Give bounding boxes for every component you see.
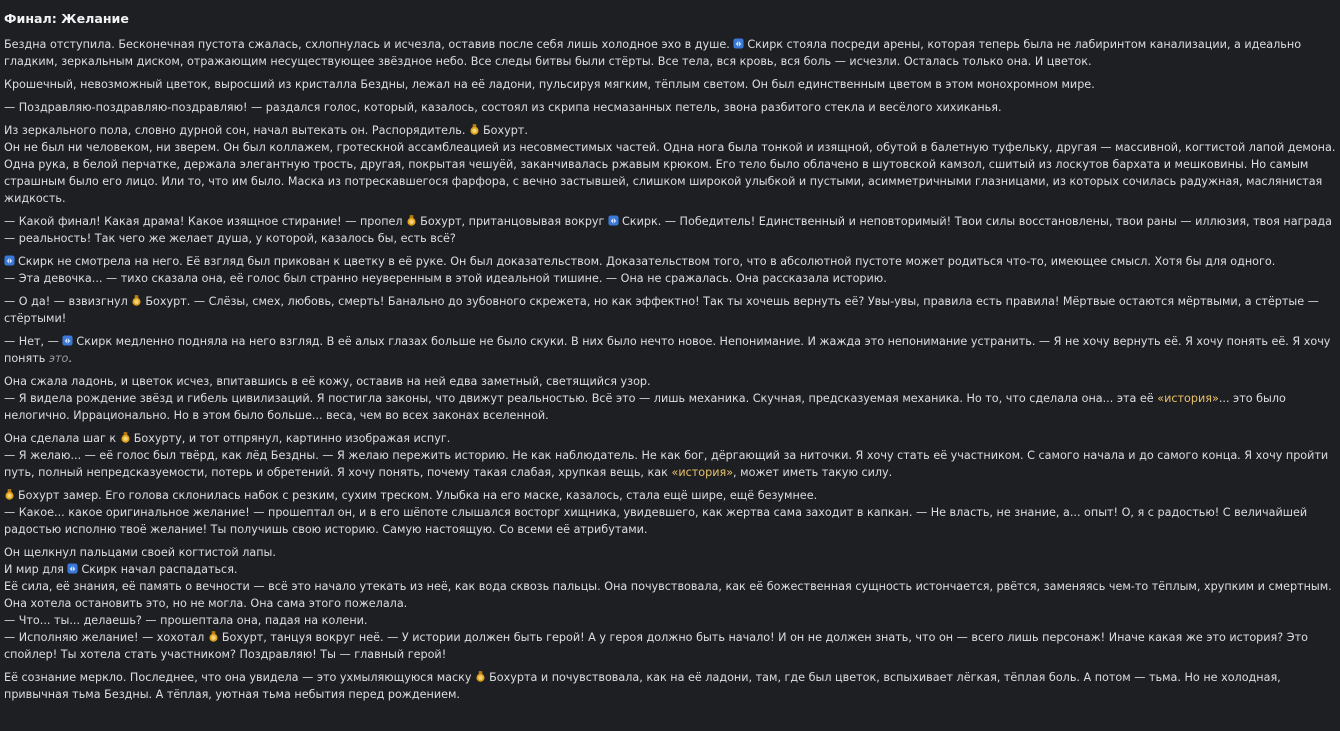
paragraph-9 xyxy=(4,373,1336,424)
name-skirk: Скирк xyxy=(622,215,658,228)
name-skirk: Скирк xyxy=(18,255,54,268)
text: Из зеркального пола, словно дурной сон, начал вытекать он. Распорядитель. xyxy=(4,124,469,137)
text: — Какой финал! Какая драма! Какое изящное стирание! — пропел xyxy=(4,215,407,228)
text: И мир для xyxy=(4,563,68,576)
text: — Я видела рождение звёзд и гибель цивилизаций. Я постигла законы, что движут реальностью. Всё это — лишь механика. Скучная, предсказуемая механика. Но то, что сделала она... эта её xyxy=(4,392,1158,405)
text: Она сделала шаг к xyxy=(4,432,120,445)
text: . xyxy=(68,352,72,365)
blue-gem-icon xyxy=(67,563,78,574)
text: . — Слёзы, смех, любовь, смерть! Банально до зубовного скрежета, но как эффектно! Так ты хочешь вернуть её? Увы-увы, правила есть правила! Мёртвые остаются мёртвыми, а стёртые — стёртыми! xyxy=(4,295,1319,325)
paragraph-7 xyxy=(4,293,1336,327)
name-bokhurt: Бохурт xyxy=(221,631,264,644)
text: — Я желаю... — её голос был твёрд, как лёд Бездны. — Я желаю пережить историю. Не как наблюдатель. Не как бог, дёргающий за ниточки. Я хочу стать её участником. С самого начала и до самого конца. Я хочу пройти путь, полный непредсказуемости, потерь и обретений. Я хочу понять, почему такая слабая, хрупкая вещь, как xyxy=(4,449,1329,479)
name-bokhurt: Бохурта xyxy=(489,671,538,684)
gold-medallion-icon xyxy=(208,631,219,642)
emphasis-text: это xyxy=(48,352,69,365)
gold-medallion-icon xyxy=(131,295,142,306)
name-bokhurt: Бохурт xyxy=(420,215,462,228)
gold-medallion-icon xyxy=(4,489,15,500)
text: , может иметь такую силу. xyxy=(733,466,893,479)
paragraph-6 xyxy=(4,253,1336,287)
name-skirk: Скирк xyxy=(747,38,784,51)
text: ... это было нелогично. Иррационально. Но в этом было больше... веса, чем во всех законах вселенной. xyxy=(4,392,1286,422)
text: — Нет, — xyxy=(4,335,63,348)
name-bokhurt: Бохурт xyxy=(482,124,525,137)
text: , пританцовывая вокруг xyxy=(461,215,608,228)
text: — Поздравляю-поздравляю-поздравляю! — раздался голос, который, казалось, состоял из скрипа несмазанных петель, звона разбитого стекла и весёлого хихиканья. xyxy=(4,101,1002,114)
text: начал распадаться. xyxy=(117,563,238,576)
text: — Какое... какое оригинальное желание! — прошептал он, и в его шёпоте слышался восторг хищника, увидевшего, как жертва сама заходит в капкан. — Не власть, не знание, а... опыт! О, я с радостью! С величайшей радостью исполню твоё желание! Ты получишь свою историю. Самую настоящую. Со всеми её атрибутами. xyxy=(4,506,1308,536)
text: медленно подняла на него взгляд. В её алых глазах больше не было скуки. В них было нечто новое. Непонимание. И жажда это непонимание устранить. — Я не хочу вернуть её. Я хочу понять её. Я хочу понять xyxy=(4,335,1331,365)
paragraph-3 xyxy=(4,99,1336,116)
text: , танцуя вокруг неё. — У истории должен быть герой! А у героя должно быть начало! И он не должен знать, что он — всего лишь персонаж! Иначе какая же это история? Это спойлер! Ты хотела стать участником? Поздравляю! Ты — главный герой! xyxy=(4,631,1308,661)
name-bokhurt: Бохурту xyxy=(133,432,182,445)
text: Её сознание меркло. Последнее, что она увидела — это ухмыляющуюся маску xyxy=(4,671,476,684)
text: не смотрела на него. Её взгляд был прикован к цветку в её руке. Он был доказательством. Доказательством того, что в абсолютной пустоте может родиться что-то, имеющее смысл. Хотя бы для одного. xyxy=(53,255,1276,268)
text: и почувствовала, как на её ладони, там, где был цветок, вспыхивает лёгкая, тёплая боль. А потом — тьма. Но не холодная, привычная тьма Бездны. А тёплая, уютная тьма небытия перед рождением. xyxy=(4,671,1281,701)
page-title: Финал: Желание xyxy=(4,11,129,26)
text: Он щелкнул пальцами своей когтистой лапы. xyxy=(4,546,276,559)
paragraph-8 xyxy=(4,333,1336,367)
name-bokhurt: Бохурт xyxy=(145,295,187,308)
text: Он не был ни человеком, ни зверем. Он был коллажем, гротескной ассамблеацией из несовместимых частей. Одна нога была тонкой и изящной, обутой в балетную туфельку, другая — массивной, когтистой лапой демона. Одна рука, в белой перчатке, держала элегантную трость, другая, покрытая чешуёй, заканчивалась ржавым крюком. Его тело было облачено в шутовской камзол, сшитый из лоскутов бархата и мешковины. Но самым страшным было его лицо. Или то, что им было. Маска из потрескавшегося фарфора, с вечно застывшей, слишком широкой улыбкой и пустыми, асимметричными глазницами, из которых сочилась радужная, маслянистая жидкость. xyxy=(4,141,1336,205)
text: замер. Его голова склонилась набок с резким, сухим треском. Улыбка на его маске, казалось, стала ещё шире, ещё безумнее. xyxy=(59,489,818,502)
gold-medallion-icon xyxy=(406,215,417,226)
text: стояла посреди арены, которая теперь была не лабиринтом канализации, а идеально гладким, зеркальным диском, отражающим несуществующее звёздное небо. Все следы битвы были стёрты. Все тела, вся кровь, вся боль — исчезли. Осталась только она. И цветок. xyxy=(4,38,1302,68)
paragraph-4: Из зеркального пола, словно дурной сон, начал вытекать он. Распорядитель. Бохурт. Он не был ни человеком, ни зверем. Он был коллажем, гротескной ассамблеацией из несовместимых частей. Одна нога была тонкой и изящной, обутой в балетную туфельку, другая — массивной, когтистой лапой демона. Одна рука, в белой перчатке, держала элегантную трость, другая, покрытая чешуёй, заканчивалась ржавым крюком. Его тело было облачено в шутовской камзол, сшитый из лоскутов бархата и мешковины. Но самым страшным было его лицо. Или то, что им было. Маска из потрескавшегося фарфора, с вечно застывшей, слишком широкой улыбкой и пустыми, асимметричными глазницами, из которых сочилась радужная, маслянистая жидкость. xyxy=(4,124,1336,205)
paragraph-5 xyxy=(4,213,1336,247)
paragraph-12 xyxy=(4,544,1336,663)
paragraph-10 xyxy=(4,430,1336,481)
gold-medallion-icon xyxy=(469,124,480,135)
name-bokhurt: Бохурт xyxy=(18,489,60,502)
paragraph-13 xyxy=(4,669,1336,703)
text: Крошечный, невозможный цветок, выросший из кристалла Бездны, лежал на её ладони, пульсируя мягким, тёплым светом. Он был единственным цветом в этом монохромном мире. xyxy=(4,78,1095,91)
blue-gem-icon xyxy=(4,255,15,266)
text: — О да! — взвизгнул xyxy=(4,295,132,308)
paragraph-1 xyxy=(4,36,1336,70)
blue-gem-icon xyxy=(62,335,73,346)
text: , и тот отпрянул, картинно изображая испуг. xyxy=(181,432,451,445)
highlight-text: «история» xyxy=(671,466,734,479)
highlight-text: «история» xyxy=(1157,392,1219,405)
text: Бездна отступила. Бесконечная пустота сжалась, схлопнулась и исчезла, оставив после себя лишь холодное эхо в душе. xyxy=(4,38,734,51)
paragraph-2 xyxy=(4,76,1336,93)
text: Её сила, её знания, её память о вечности — всё это начало утекать из неё, как вода сквозь пальцы. Она почувствовала, как её божественная сущность истончается, рвётся, заменяясь чем-то тёплым, хрупким и смертным. Она хотела остановить это, но не могла. Она сама этого пожелала. xyxy=(4,580,1332,610)
blue-gem-icon xyxy=(608,215,619,226)
text: — Что... ты... делаешь? — прошептала она, падая на колени. xyxy=(4,614,368,627)
text: Она сжала ладонь, и цветок исчез, впитавшись в её кожу, оставив на ней едва заметный, светящийся узор. xyxy=(4,375,651,388)
name-skirk: Скирк xyxy=(81,563,118,576)
gold-medallion-icon xyxy=(475,671,486,682)
name-skirk: Скирк xyxy=(76,335,113,348)
blue-gem-icon xyxy=(733,38,744,49)
gold-medallion-icon xyxy=(120,432,131,443)
text: — Исполняю желание! — хохотал xyxy=(4,631,208,644)
text: . — Победитель! Единственный и неповторимый! Твои силы восстановлены, твои раны — иллюзия, твоя награда — реальность! Так чего же желает душа, у которой, казалось бы, есть всё? xyxy=(4,215,1333,245)
text: — Эта девочка... — тихо сказала она, её голос был странно неуверенным в этой идеальной тишине. — Она не сражалась. Она рассказала историю. xyxy=(4,272,887,285)
paragraph-11 xyxy=(4,487,1336,538)
